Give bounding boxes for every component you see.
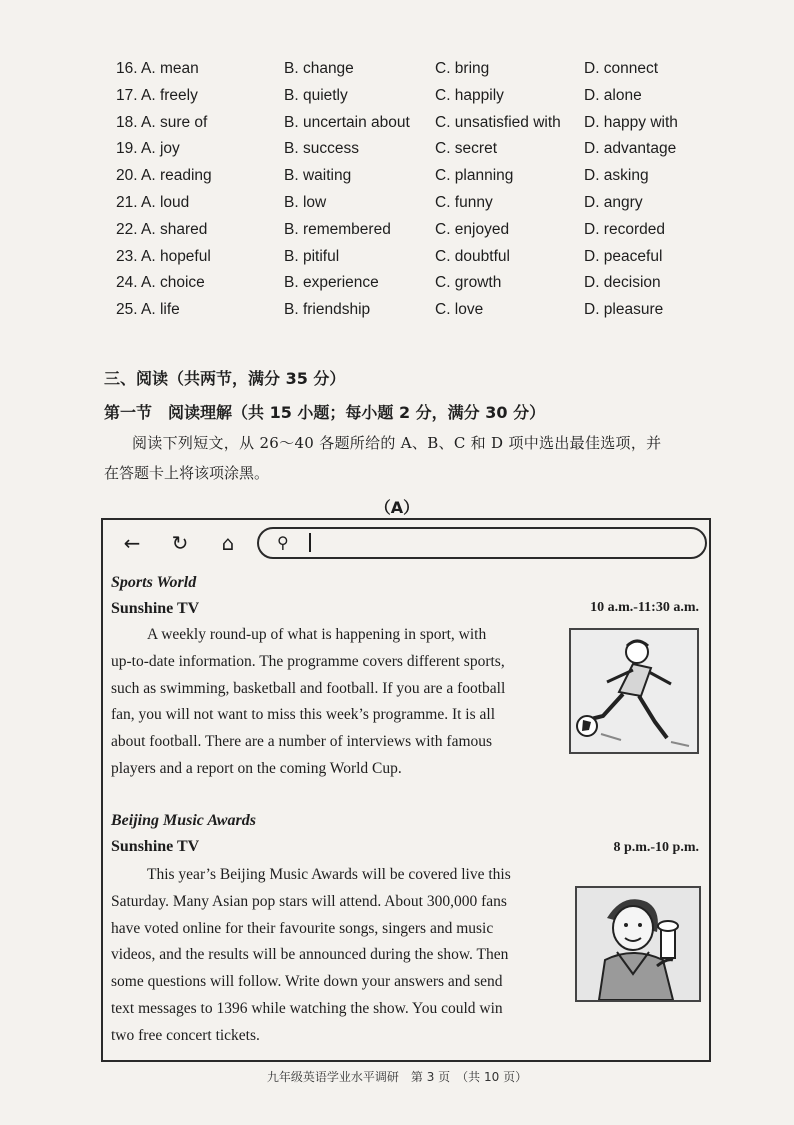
option-b: B. low xyxy=(284,193,327,211)
instruction-line: 在答题卡上将该项涂黑。 xyxy=(104,464,270,482)
option-a: 18. A. sure of xyxy=(116,113,208,131)
option-d: D. recorded xyxy=(584,220,665,238)
option-a: 17. A. freely xyxy=(116,86,198,104)
description-line: This year’s Beijing Music Awards will be covered live this xyxy=(147,866,511,883)
option-a: 21. A. loud xyxy=(116,193,190,211)
option-d: D. decision xyxy=(584,274,661,292)
option-b: B. experience xyxy=(284,274,379,292)
description-line: two free concert tickets. xyxy=(111,1026,260,1044)
description-line: videos, and the results will be announced during the show. Then xyxy=(111,946,509,964)
option-a: 22. A. shared xyxy=(116,220,208,238)
option-b: B. friendship xyxy=(284,301,371,319)
programme-title: Sports World xyxy=(111,574,197,591)
browser-frame xyxy=(101,518,711,1062)
option-c: C. happily xyxy=(435,86,504,104)
back-arrow-icon[interactable]: ← xyxy=(123,531,141,555)
option-d: D. connect xyxy=(584,60,659,77)
option-c: C. doubtful xyxy=(435,247,510,265)
option-c: C. unsatisfied with xyxy=(435,113,561,131)
description-line: text messages to 1396 while watching the show. You could win xyxy=(111,999,503,1017)
description-line: players and a report on the coming World Cup. xyxy=(111,759,402,777)
description-line: up-to-date information. The programme covers different sports, xyxy=(111,652,505,670)
option-a: 25. A. life xyxy=(116,301,180,319)
section-title: 三、阅读（共两节，满分 35 分） xyxy=(104,369,346,388)
option-row xyxy=(116,297,716,324)
browser-toolbar xyxy=(103,520,709,566)
option-d: D. peaceful xyxy=(584,247,663,265)
page-footer: 九年级英语学业水平调研 第 3 页 （共 10 页） xyxy=(266,1070,528,1084)
option-b: B. uncertain about xyxy=(284,113,410,131)
option-a: 16. A. mean xyxy=(116,60,199,77)
option-b: B. waiting xyxy=(284,167,352,185)
programme-title: Beijing Music Awards xyxy=(111,812,256,829)
option-d: D. asking xyxy=(584,167,649,185)
passage-label: （A） xyxy=(374,498,420,517)
option-d: D. angry xyxy=(584,193,643,211)
option-d: D. advantage xyxy=(584,140,677,158)
option-c: C. bring xyxy=(435,60,490,77)
text-cursor xyxy=(309,533,311,552)
option-row xyxy=(116,270,716,297)
programme-channel: Sunshine TV xyxy=(111,838,200,855)
option-c: C. love xyxy=(435,301,484,319)
option-row xyxy=(116,190,716,217)
option-c: C. secret xyxy=(435,140,498,158)
home-icon[interactable]: ⌂ xyxy=(221,531,235,555)
option-d: D. pleasure xyxy=(584,301,664,319)
option-a: 24. A. choice xyxy=(116,274,205,292)
programme-description xyxy=(111,862,563,1050)
description-line: fan, you will not want to miss this week’s programme. It is all xyxy=(111,706,496,724)
option-row xyxy=(116,56,716,83)
option-row xyxy=(116,217,716,244)
description-line: Saturday. Many Asian pop stars will attend. About 300,000 fans xyxy=(111,892,507,910)
option-row xyxy=(116,136,716,163)
option-row xyxy=(116,83,716,110)
option-row xyxy=(116,163,716,190)
football-player-illustration xyxy=(569,628,699,754)
option-c: C. enjoyed xyxy=(435,220,510,238)
option-b: B. remembered xyxy=(284,220,391,238)
option-d: D. alone xyxy=(584,86,642,104)
description-line: A weekly round-up of what is happening in sport, with xyxy=(147,626,487,643)
description-line: about football. There are a number of interviews with famous xyxy=(111,733,493,751)
description-line: such as swimming, basketball and football. If you are a football xyxy=(111,679,506,697)
instruction-line: 阅读下列短文，从 26～40 各题所给的 A、B、C 和 D 项中选出最佳选项，并 xyxy=(132,434,662,452)
search-icon: ⚲ xyxy=(277,533,289,552)
cloze-options-table xyxy=(116,56,716,324)
section-subtitle: 第一节 阅读理解（共 15 小题；每小题 2 分，满分 30 分） xyxy=(104,403,546,422)
search-bar[interactable] xyxy=(257,527,707,559)
option-b: B. change xyxy=(284,60,354,77)
programme-channel: Sunshine TV xyxy=(111,600,200,617)
programme-description xyxy=(111,622,555,783)
description-line: some questions will follow. Write down your answers and send xyxy=(111,973,503,991)
option-b: B. pitiful xyxy=(284,247,340,265)
description-line: have voted online for their favourite songs, singers and music xyxy=(111,919,494,937)
music-award-winner-illustration xyxy=(575,886,701,1002)
reload-icon[interactable]: ↻ xyxy=(171,531,189,555)
instructions xyxy=(104,428,704,488)
programme-time: 10 a.m.-11:30 a.m. xyxy=(590,600,699,615)
programme-time: 8 p.m.-10 p.m. xyxy=(613,840,699,855)
option-b: B. success xyxy=(284,140,359,158)
option-c: C. growth xyxy=(435,274,502,292)
option-a: 20. A. reading xyxy=(116,167,212,185)
option-row xyxy=(116,244,716,271)
option-d: D. happy with xyxy=(584,113,678,131)
option-c: C. planning xyxy=(435,167,514,185)
option-a: 23. A. hopeful xyxy=(116,247,211,265)
option-a: 19. A. joy xyxy=(116,140,180,158)
option-c: C. funny xyxy=(435,193,493,211)
option-b: B. quietly xyxy=(284,86,348,104)
option-row xyxy=(116,110,716,137)
